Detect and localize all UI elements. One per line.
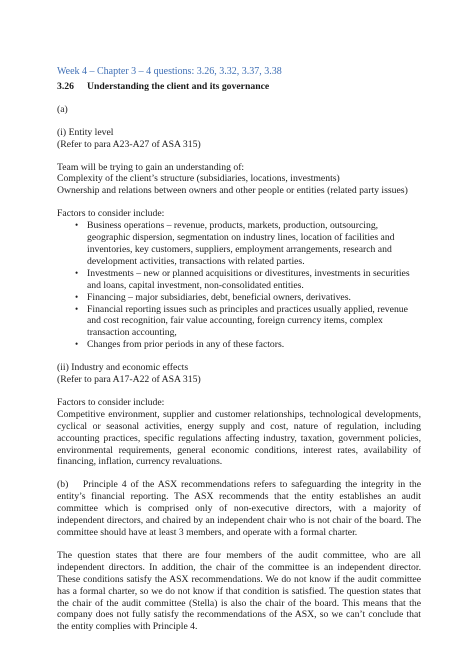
- document-page: [57, 66, 421, 644]
- week-heading: Week 4 – Chapter 3 – 4 questions: 3.26, 3.32, 3.37, 3.38: [57, 66, 282, 77]
- industry-factors-label: Factors to consider include:: [57, 396, 165, 408]
- industry-block: [57, 362, 421, 386]
- understanding-line: Ownership and relations between owners and other people or entities (related party issues): [57, 185, 408, 197]
- part-a-label: (a): [57, 103, 68, 115]
- factors-list: [57, 220, 421, 351]
- factor-item: • Investments – new or planned acquisitions or divestitures, investments in securities and loans, capital investment, non-consolidated entities.: [87, 268, 421, 292]
- section-number: 3.26: [57, 80, 74, 92]
- understanding-line: Team will be trying to gain an understanding of:: [57, 161, 245, 173]
- factor-item: • Changes from prior periods in any of these factors.: [87, 339, 421, 351]
- entity-level-ref: (Refer to para A23-A27 of ASA 315): [57, 138, 201, 150]
- part-b-paragraph-1: (b) Principle 4 of the ASX recommendations refers to safeguarding the integrity in the entity’s financial reporting. The ASX recommends that the entity establishes an audit committee which is comprised only of non-executive directors, with a majority of independent directors, and chaired by an independent chair who is not chair of the board. The committee should have at least 3 members, and operate with a formal charter.: [57, 479, 421, 538]
- industry-factors-text: Competitive environment, supplier and customer relationships, technological developments, cyclical or seasonal activities, energy supply and cost, nature of regulation, including accounting practices, specific regulations affecting industry, taxation, government policies, environmental requirements, general economic conditions, interest rates, availability of financing, inflation, currency revaluations.: [57, 408, 421, 468]
- understanding-line: Complexity of the client’s structure (subsidiaries, locations, investments): [57, 173, 340, 185]
- section-title-text: Understanding the client and its governance: [87, 80, 270, 92]
- industry-ref: (Refer to para A17-A22 of ASA 315): [57, 374, 201, 386]
- factors-label: Factors to consider include:: [57, 208, 165, 220]
- factor-item: • Financing – major subsidiaries, debt, beneficial owners, derivatives.: [87, 292, 421, 304]
- part-b-paragraph-2: The question states that there are four members of the audit committee, who are all independent directors. In addition, the chair of the committee is an independent director. These conditions satisfy the ASX recommendations. We do not know if the audit committee has a formal charter, so we do not know if that condition is satisfied. The question states that the chair of the audit committee (Stella) is also the chair of the board. This means that the company does not fully satisfy the recommendations of the ASX, so we can’t conclude that the entity complies with Principle 4.: [57, 549, 421, 633]
- understanding-block: [57, 162, 421, 198]
- industry-title: (ii) Industry and economic effects: [57, 362, 189, 374]
- factor-item: • Financial reporting issues such as principles and practices usually applied, revenue and cost recognition, fair value accounting, foreign currency items, complex transaction accounting,: [87, 304, 421, 340]
- entity-level-title: (i) Entity level: [57, 126, 114, 138]
- entity-level-block: [57, 127, 421, 151]
- factor-item: • Business operations – revenue, products, markets, production, outsourcing, geographic dispersion, segmentation on industry lines, location of facilities and inventories, key customers, suppliers, employment arrangements, research and development activities, transactions with related parties.: [87, 220, 421, 268]
- section-title: [57, 81, 421, 93]
